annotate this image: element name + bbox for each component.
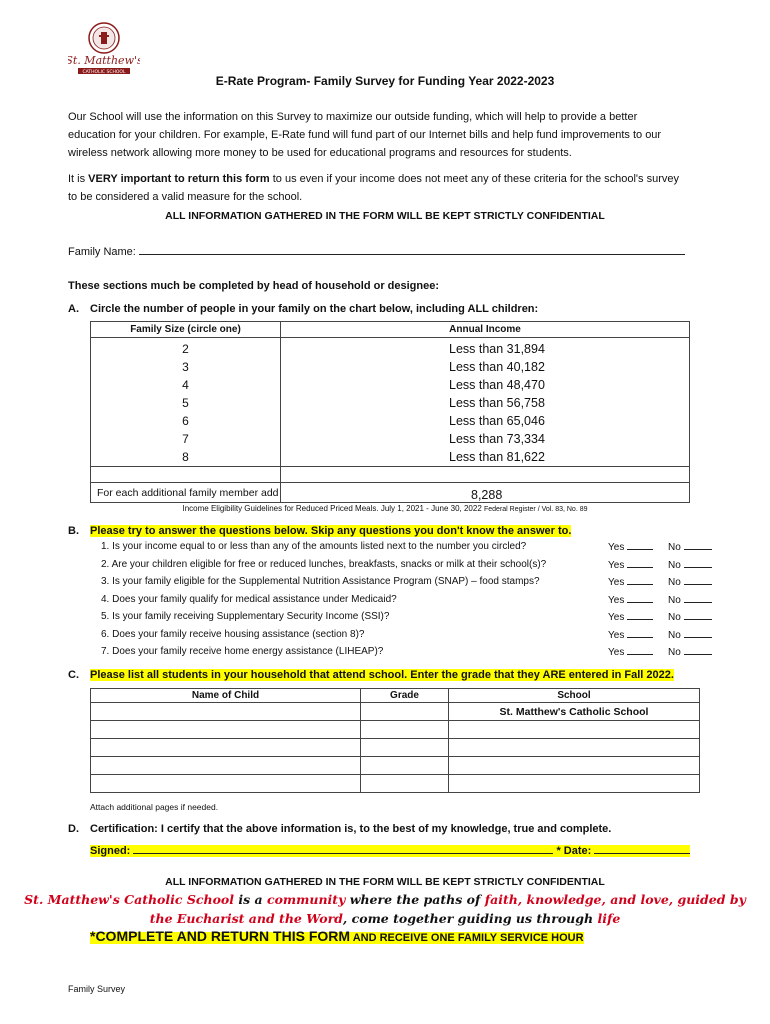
school-header: School <box>449 689 700 703</box>
family-name-field[interactable] <box>139 246 685 255</box>
yes-label: Yes <box>608 595 625 606</box>
complete-small: AND RECEIVE ONE FAMILY SERVICE HOUR <box>350 932 584 944</box>
school-logo <box>68 16 140 78</box>
income-value: Less than 40,182 <box>449 360 545 374</box>
no-blank[interactable] <box>684 611 712 620</box>
question-text: 3. Is your family eligible for the Supplemental Nutrition Assistance Program (SNAP) – food stamps? <box>101 576 540 587</box>
no-label: No <box>668 647 681 658</box>
yes-blank[interactable] <box>627 611 653 620</box>
yes-blank[interactable] <box>627 594 653 603</box>
confidential-notice-bottom: ALL INFORMATION GATHERED IN THE FORM WILL BE KEPT STRICTLY CONFIDENTIAL <box>165 876 605 888</box>
no-label: No <box>668 612 681 623</box>
yes-answer[interactable] <box>608 594 653 606</box>
yes-answer[interactable] <box>608 576 653 588</box>
yes-blank[interactable] <box>627 629 653 638</box>
yes-blank[interactable] <box>627 559 653 568</box>
additional-member-label: For each additional family member add <box>91 483 281 503</box>
date-label: * Date: <box>553 845 595 857</box>
important-pre: It is <box>68 173 89 185</box>
income-value: Less than 73,334 <box>449 432 545 446</box>
grade-cell[interactable] <box>361 721 449 739</box>
family-size-header: Family Size (circle one) <box>91 322 281 338</box>
no-label: No <box>668 560 681 571</box>
school-cell[interactable] <box>449 721 700 739</box>
income-value: Less than 56,758 <box>449 396 545 410</box>
no-blank[interactable] <box>684 576 712 585</box>
yes-blank[interactable] <box>627 541 653 550</box>
complete-return-banner <box>90 928 584 944</box>
logo-text: St. Matthew's <box>68 54 140 67</box>
no-answer[interactable] <box>668 594 712 606</box>
grade-cell[interactable] <box>361 757 449 775</box>
question-text: 1. Is your income equal to or less than any of the amounts listed next to the number you circled? <box>101 541 527 552</box>
income-value: Less than 31,894 <box>449 342 545 356</box>
question-text: 6. Does your family receive housing assistance (section 8)? <box>101 629 365 640</box>
income-value: Less than 65,046 <box>449 414 545 428</box>
grade-cell[interactable] <box>361 739 449 757</box>
section-d-certification: Certification: I certify that the above information is, to the best of my knowledge, true and complete. <box>90 823 612 835</box>
name-of-child-header: Name of Child <box>91 689 361 703</box>
motto-part: the Eucharist and the Word <box>149 911 343 926</box>
school-cell[interactable] <box>449 757 700 775</box>
no-blank[interactable] <box>684 559 712 568</box>
question-text: 2. Are your children eligible for free or reduced lunches, breakfasts, snacks or milk at their school(s)? <box>101 559 547 570</box>
confidential-notice: ALL INFORMATION GATHERED IN THE FORM WILL BE KEPT STRICTLY CONFIDENTIAL <box>165 210 605 222</box>
school-cell[interactable] <box>449 739 700 757</box>
motto-part: faith, knowledge, and love, guided by <box>484 892 746 907</box>
additional-member-value: 8,288 <box>281 483 690 503</box>
students-table <box>90 688 700 793</box>
yes-answer[interactable] <box>608 611 653 623</box>
child-name-cell[interactable] <box>91 739 361 757</box>
yes-label: Yes <box>608 542 625 553</box>
yes-answer[interactable] <box>608 629 653 641</box>
child-name-cell[interactable] <box>91 775 361 793</box>
source-main: Income Eligibility Guidelines for Reduced Priced Meals. July 1, 2021 - June 30, 2022 <box>182 504 484 513</box>
section-d-letter: D. <box>68 823 79 835</box>
footer-text: Family Survey <box>68 984 126 994</box>
no-label: No <box>668 542 681 553</box>
school-cell[interactable] <box>449 775 700 793</box>
grade-cell[interactable] <box>361 775 449 793</box>
motto-part: community <box>266 892 346 907</box>
yes-label: Yes <box>608 612 625 623</box>
family-size-option[interactable]: 2 <box>182 342 189 356</box>
no-blank[interactable] <box>684 541 712 550</box>
intro-paragraph <box>68 108 708 162</box>
no-answer[interactable] <box>668 576 712 588</box>
child-name-cell[interactable] <box>91 757 361 775</box>
section-c-instructions <box>90 669 674 681</box>
question-text: 7. Does your family receive home energy assistance (LIHEAP)? <box>101 646 384 657</box>
annual-income-header: Annual Income <box>281 322 690 338</box>
no-answer[interactable] <box>668 541 712 553</box>
no-blank[interactable] <box>684 594 712 603</box>
income-column <box>281 338 690 467</box>
income-value: Less than 48,470 <box>449 378 545 392</box>
motto-part: St. Matthew's Catholic School <box>24 892 235 907</box>
grade-cell[interactable] <box>361 703 449 721</box>
no-answer[interactable] <box>668 646 712 658</box>
income-table <box>90 321 690 503</box>
yes-answer[interactable] <box>608 559 653 571</box>
income-source-note <box>0 504 770 513</box>
blank-cell <box>281 467 690 483</box>
yes-answer[interactable] <box>608 541 653 553</box>
source-small: Federal Register / Vol. 83, No. 89 <box>484 506 588 513</box>
signature-row <box>90 845 690 857</box>
no-answer[interactable] <box>668 629 712 641</box>
no-label: No <box>668 630 681 641</box>
family-size-option[interactable]: 8 <box>182 450 189 464</box>
logo-subtext: CATHOLIC SCHOOL <box>82 70 126 75</box>
no-blank[interactable] <box>684 629 712 638</box>
intro-line: wireless network allowing more money to be used for educational programs and resources for students. <box>68 147 572 159</box>
child-name-cell[interactable] <box>91 721 361 739</box>
important-line2: to be considered a valid measure for the school. <box>68 191 303 203</box>
section-b-text: Please try to answer the questions below. Skip any questions you don't know the answer to. <box>90 525 572 537</box>
section-c-text: Please list all students in your household that attend school. Enter the grade that they ARE entered in Fall 2022. <box>90 669 674 681</box>
important-bold: VERY important to return this form <box>88 173 270 185</box>
question-text: 4. Does your family qualify for medical assistance under Medicaid? <box>101 594 397 605</box>
family-size-column[interactable] <box>91 338 281 467</box>
section-c-letter: C. <box>68 669 79 681</box>
sections-note: These sections much be completed by head of household or designee: <box>68 280 440 292</box>
important-paragraph <box>68 170 708 206</box>
motto-part: , come together guiding us through <box>342 911 598 926</box>
signature-field[interactable] <box>133 845 553 854</box>
no-blank[interactable] <box>684 646 712 655</box>
yes-label: Yes <box>608 647 625 658</box>
section-a-instructions: Circle the number of people in your family on the chart below, including ALL children: <box>90 303 539 315</box>
question-text: 5. Is your family receiving Supplementary Security Income (SSI)? <box>101 611 390 622</box>
motto-part: is a <box>234 892 267 907</box>
school-cell: St. Matthew's Catholic School <box>449 703 700 721</box>
important-post: to us even if your income does not meet any of these criteria for the school's survey <box>269 173 679 185</box>
family-size-option[interactable]: 3 <box>182 360 189 374</box>
intro-line: education for your children. For example, E-Rate fund will fund part of our Internet bills and help fund improvements to our <box>68 129 662 141</box>
section-b-letter: B. <box>68 525 79 537</box>
income-value: Less than 81,622 <box>449 450 545 464</box>
signed-label: Signed: <box>90 845 134 857</box>
complete-big: *COMPLETE AND RETURN THIS FORM <box>90 928 351 944</box>
blank-cell <box>91 467 281 483</box>
family-name-label: Family Name: <box>68 246 139 258</box>
family-size-option[interactable]: 6 <box>182 414 189 428</box>
family-size-option[interactable]: 7 <box>182 432 189 446</box>
section-a-letter: A. <box>68 303 79 315</box>
date-field[interactable] <box>594 845 690 854</box>
yes-label: Yes <box>608 630 625 641</box>
no-label: No <box>668 595 681 606</box>
family-size-option[interactable]: 4 <box>182 378 189 392</box>
yes-label: Yes <box>608 577 625 588</box>
page-title: E-Rate Program- Family Survey for Funding Year 2022-2023 <box>215 74 555 88</box>
child-name-cell[interactable] <box>91 703 361 721</box>
school-motto <box>0 890 770 928</box>
motto-part: where the paths of <box>345 892 485 907</box>
family-size-option[interactable]: 5 <box>182 396 189 410</box>
grade-header: Grade <box>361 689 449 703</box>
no-answer[interactable] <box>668 559 712 571</box>
motto-part: life <box>597 911 621 926</box>
attach-note: Attach additional pages if needed. <box>90 802 219 812</box>
yes-blank[interactable] <box>627 646 653 655</box>
yes-answer[interactable] <box>608 646 653 658</box>
yes-blank[interactable] <box>627 576 653 585</box>
yes-label: Yes <box>608 560 625 571</box>
section-b-instructions <box>90 525 571 537</box>
family-name-row <box>68 246 685 258</box>
no-answer[interactable] <box>668 611 712 623</box>
no-label: No <box>668 577 681 588</box>
intro-line: Our School will use the information on this Survey to maximize our outside funding, which will help to provide a better <box>68 111 638 123</box>
